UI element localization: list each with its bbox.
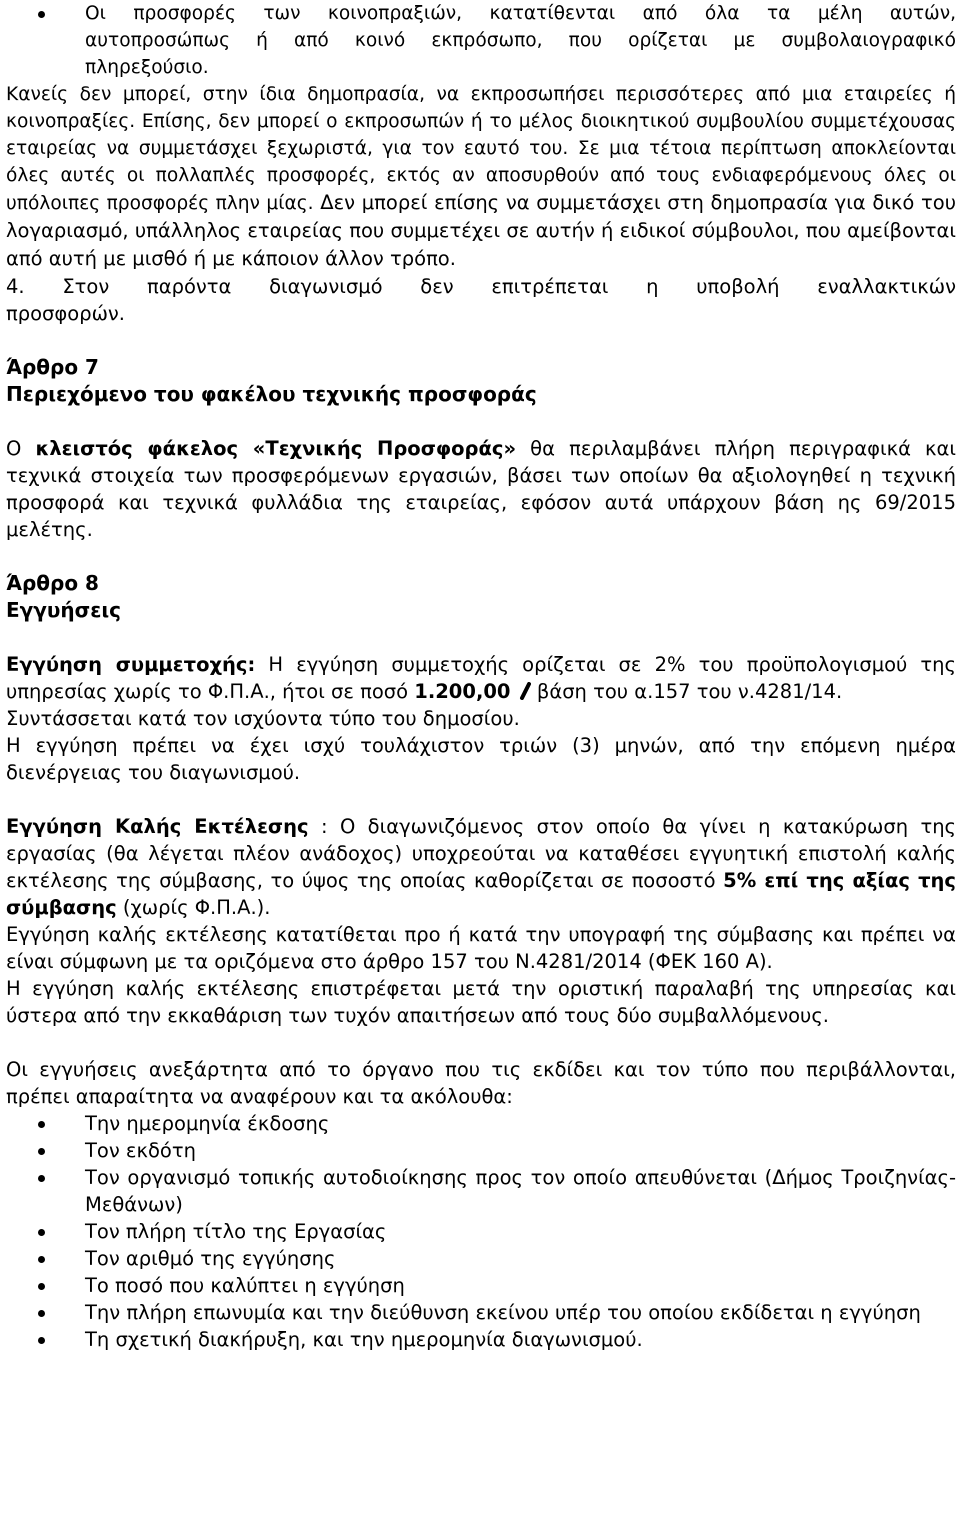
spacer [6, 624, 956, 651]
list-item [6, 1326, 956, 1353]
list-item-text: Τον πλήρη τίτλο της Εργασίας [85, 1220, 387, 1243]
paragraph-text: Η εγγύηση συμμετοχής ορίζεται σε 2% του προϋπολογισμού της υπηρεσίας χωρίς το Φ.Π.Α., ήτοι σε ποσό [6, 653, 956, 703]
paragraph-participation-guarantee [6, 651, 956, 705]
bullet-icon [38, 1337, 45, 1344]
bullet-icon [38, 1175, 45, 1182]
list-item [6, 1245, 956, 1272]
paragraph-list-intro: Οι εγγυήσεις ανεξάρτητα από το όργανο που τις εκδίδει και τον τύπο που περιβάλλονται, πρέπει απαραίτητα να αναφέρουν και τα ακόλουθα: [6, 1058, 956, 1108]
list-item-text: Τον αριθμό της εγγύησης [85, 1247, 336, 1270]
article-title: Εγγυήσεις [6, 598, 122, 622]
paragraph-text: : Ο διαγωνιζόμενος στον οποίο θα γίνει η κατακύρωση της εργασίας (θα λέγεται πλέον ανάδοχος) υποχρεούται να καταθέσει εγγυητική επιστολή καλής εκτέλεσης της σύμβασης, το ύψος της οποίας καθορίζεται σε ποσοστό [6, 815, 957, 892]
paragraph-text: Ο [6, 437, 36, 460]
paragraph-text: θα περιλαμβάνει πλήρη περιγραφικά και τεχνικά στοιχεία των προσφερόμενων εργασιών, βάσει των οποίων θα αξιολογηθεί η τεχνική προσφορά και τεχνικά φυλλάδια της εταιρείας, εφόσον αυτά υπάρχουν βάση ης 69/2015 μελέτης. [6, 437, 956, 541]
bullet-icon [38, 1229, 45, 1236]
point-4-line: 4. Στον παρόντα διαγωνισμό δεν επιτρέπεται η υποβολή εναλλακτικών [6, 275, 956, 298]
paragraph-representation [6, 81, 956, 273]
bold-text: 5% επί της αξίας της σύμβασης [6, 869, 956, 919]
spacer [6, 408, 956, 435]
bullet-icon [38, 11, 45, 18]
bold-text: κλειστός φάκελος «Τεχνικής Προσφοράς» [35, 437, 517, 460]
list-item [6, 1110, 956, 1137]
list-item-text: Τη σχετική διακήρυξη, και την ημερομηνία διαγωνισμού. [85, 1328, 643, 1351]
paragraph-text: βάση του α.157 του ν.4281/14. [530, 680, 843, 703]
document-page [6, 0, 956, 1353]
bullet-icon [38, 1283, 45, 1290]
amount-text: 1.200,00 [414, 680, 511, 703]
paragraph-text: Εγγύηση καλής εκτέλεσης κατατίθεται προ ή κατά την υπογραφή της σύμβασης και πρέπει να είναι σύμφωνη με τα οριζόμενα στο άρθρο 157 του Ν.4281/2014 (ΦΕΚ 160 Α). [6, 923, 956, 973]
point-4 [6, 273, 956, 327]
spacer [6, 543, 956, 570]
bullet-line: αυτοπροσώπως ή από κοινό εκπρόσωπο, που ορίζεται με συμβολαιογραφικό [85, 30, 956, 51]
paragraph-text: Η εγγύηση πρέπει να έχει ισχύ τουλάχιστον τριών (3) μηνών, από την επόμενη ημέρα διενέργειας του διαγωνισμού. [6, 734, 956, 784]
bold-text: Εγγύηση συμμετοχής: [6, 653, 256, 676]
paragraph-performance-guarantee [6, 813, 956, 921]
spacer [6, 786, 956, 813]
list-item [6, 1164, 956, 1218]
paragraph-text: (χωρίς Φ.Π.Α.). [116, 896, 271, 919]
spacer [6, 327, 956, 354]
bullet-icon [38, 1121, 45, 1128]
paragraph-technical-offer [6, 435, 956, 543]
list-item [6, 1137, 956, 1164]
list-item-text: Την πλήρη επωνυμία και την διεύθυνση εκείνου υπέρ του οποίου εκδίδεται η εγγύηση [85, 1301, 921, 1324]
bullet-icon [38, 1310, 45, 1317]
article-number: Άρθρο 7 [6, 355, 99, 379]
bullet-icon [38, 1256, 45, 1263]
list-item [6, 1218, 956, 1245]
article-number: Άρθρο 8 [6, 571, 99, 595]
bullet-icon [38, 1148, 45, 1155]
bold-text: Εγγύηση Καλής Εκτέλεσης [6, 815, 309, 838]
euro-icon [517, 680, 531, 698]
list-item-text: Τον οργανισμό τοπικής αυτοδιοίκησης προς τον οποίο απευθύνεται (Δήμος Τροιζηνίας-Μεθάνων) [85, 1166, 956, 1216]
guarantee-requirements-list [6, 1110, 956, 1353]
list-item [6, 1299, 956, 1326]
bullet-line: πληρεξούσιο. [85, 57, 209, 78]
list-item [6, 0, 956, 81]
paragraph-text: Κανείς δεν μπορεί, στην ίδια δημοπρασία, να εκπροσωπήσει περισσότερες από μια εταιρείες ή κοινοπραξίες. Επίσης, δεν μπορεί ο εκπροσωπών ή το μέλος διοικητικού συμβουλίου συμμετέχουσας εταιρείας να συμμετάσχει ξεχωριστά, για τον εαυτό του. Σε μια τέτοια περίπτωση αποκλείονται όλες αυτές οι πολλαπλές προσφορές, εκτός αν αποσυρθούν από τους ενδιαφερόμενους όλες οι υπόλοιπες προσφορές πλην μίας. [6, 84, 956, 214]
list-item-text: Την ημερομηνία έκδοσης [85, 1112, 330, 1135]
list-item-text: Το ποσό που καλύπτει η εγγύηση [85, 1274, 405, 1297]
list-item-text: Τον εκδότη [85, 1139, 196, 1162]
article-title: Περιεχόμενο του φακέλου τεχνικής προσφοράς [6, 382, 537, 406]
list-item [6, 1272, 956, 1299]
spacer [6, 1029, 956, 1056]
point-4-line: προσφορών. [6, 302, 125, 325]
paragraph-text: Συντάσσεται κατά τον ισχύοντα τύπο του δημοσίου. [6, 707, 520, 730]
paragraph-text: Δεν μπορεί επίσης να συμμετάσχει στη δημοπρασία για δικό του λογαριασμό, υπάλληλος εταιρείας που συμμετέχει σε αυτήν ή ειδικοί σύμβουλοι, που αμείβονται από αυτή με μισθό ή με κάποιον άλλον τρόπο. [6, 191, 956, 270]
paragraph-text: Η εγγύηση καλής εκτέλεσης επιστρέφεται μετά την οριστική παραλαβή της υπηρεσίας και ύστερα από την εκκαθάριση των τυχόν απαιτήσεων από τους δύο συμβαλλόμενους. [6, 977, 956, 1027]
bullet-line: Οι προσφορές των κοινοπραξιών, κατατίθενται από όλα τα μέλη αυτών, [85, 3, 956, 24]
